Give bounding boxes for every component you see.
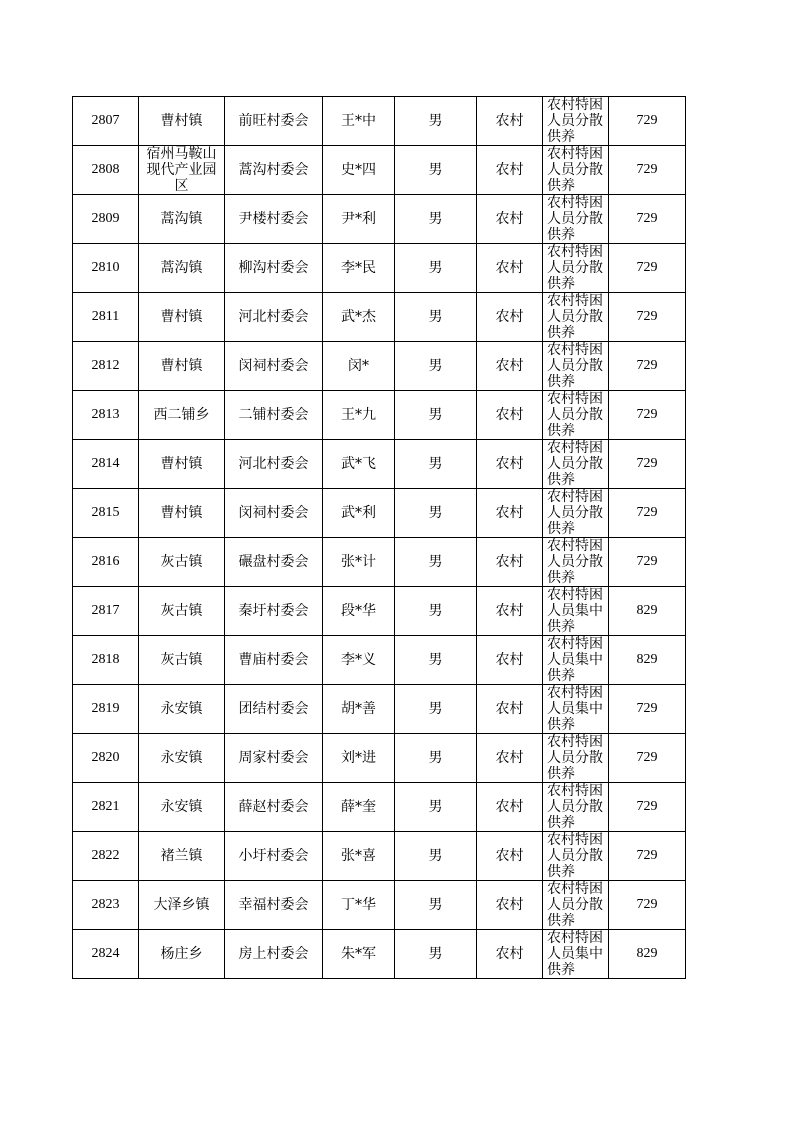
cell-gender: 男 [395, 783, 477, 832]
cell-gender: 男 [395, 636, 477, 685]
cell-area: 农村 [477, 440, 543, 489]
cell-amount: 729 [609, 391, 686, 440]
cell-name: 刘*进 [323, 734, 395, 783]
cell-area: 农村 [477, 587, 543, 636]
cell-village: 前旺村委会 [225, 97, 323, 146]
cell-amount: 829 [609, 930, 686, 979]
cell-town-text: 曹村镇 [160, 456, 203, 472]
cell-village: 幸福村委会 [225, 881, 323, 930]
cell-id: 2814 [73, 440, 139, 489]
cell-town-text: 大泽乡镇 [153, 897, 210, 913]
cell-area: 农村 [477, 342, 543, 391]
cell-amount: 729 [609, 538, 686, 587]
cell-area: 农村 [477, 538, 543, 587]
cell-support-type-text: 农村特困人员分散供养 [547, 832, 603, 880]
cell-town-text: 永安镇 [160, 701, 203, 717]
cell-town [139, 685, 225, 734]
cell-town-text: 曹村镇 [160, 113, 203, 129]
cell-support-type-text: 农村特困人员分散供养 [547, 489, 603, 537]
cell-town-text: 曹村镇 [160, 309, 203, 325]
table-row [73, 783, 686, 832]
cell-id: 2808 [73, 146, 139, 195]
cell-village: 尹楼村委会 [225, 195, 323, 244]
cell-town [139, 489, 225, 538]
cell-town [139, 146, 225, 195]
cell-amount: 729 [609, 97, 686, 146]
cell-support-type-text: 农村特困人员分散供养 [547, 391, 603, 439]
cell-amount: 729 [609, 832, 686, 881]
cell-town [139, 391, 225, 440]
table-row [73, 538, 686, 587]
cell-town [139, 783, 225, 832]
cell-gender: 男 [395, 832, 477, 881]
cell-gender: 男 [395, 244, 477, 293]
cell-support-type-text: 农村特困人员分散供养 [547, 244, 603, 292]
cell-id: 2817 [73, 587, 139, 636]
cell-gender: 男 [395, 538, 477, 587]
cell-village: 周家村委会 [225, 734, 323, 783]
cell-village: 曹庙村委会 [225, 636, 323, 685]
cell-id: 2809 [73, 195, 139, 244]
cell-town [139, 636, 225, 685]
cell-town-text: 灰古镇 [160, 652, 203, 668]
cell-town [139, 195, 225, 244]
cell-amount: 729 [609, 734, 686, 783]
cell-support-type-text: 农村特困人员集中供养 [547, 636, 603, 684]
cell-town-text: 灰古镇 [160, 554, 203, 570]
cell-town-text: 曹村镇 [160, 358, 203, 374]
cell-town [139, 342, 225, 391]
cell-name: 胡*善 [323, 685, 395, 734]
cell-village: 薛赵村委会 [225, 783, 323, 832]
cell-amount: 829 [609, 636, 686, 685]
cell-support-type [543, 97, 609, 146]
cell-town [139, 734, 225, 783]
cell-id: 2813 [73, 391, 139, 440]
cell-support-type [543, 587, 609, 636]
table-row [73, 195, 686, 244]
cell-area: 农村 [477, 489, 543, 538]
cell-support-type-text: 农村特困人员集中供养 [547, 930, 603, 978]
cell-town-text: 永安镇 [160, 750, 203, 766]
cell-town-text: 蒿沟镇 [160, 211, 203, 227]
cell-village: 秦圩村委会 [225, 587, 323, 636]
cell-area: 农村 [477, 293, 543, 342]
cell-id: 2823 [73, 881, 139, 930]
cell-support-type [543, 685, 609, 734]
cell-amount: 729 [609, 293, 686, 342]
cell-name: 武*杰 [323, 293, 395, 342]
cell-gender: 男 [395, 489, 477, 538]
records-table [72, 96, 686, 979]
cell-gender: 男 [395, 146, 477, 195]
cell-town-text: 蒿沟镇 [160, 260, 203, 276]
cell-village: 河北村委会 [225, 440, 323, 489]
cell-id: 2818 [73, 636, 139, 685]
cell-amount: 729 [609, 881, 686, 930]
cell-amount: 729 [609, 244, 686, 293]
cell-gender: 男 [395, 930, 477, 979]
cell-village: 柳沟村委会 [225, 244, 323, 293]
cell-support-type [543, 391, 609, 440]
cell-id: 2819 [73, 685, 139, 734]
cell-support-type-text: 农村特困人员分散供养 [547, 440, 603, 488]
cell-town [139, 881, 225, 930]
cell-gender: 男 [395, 342, 477, 391]
cell-town [139, 440, 225, 489]
cell-town-text: 褚兰镇 [160, 848, 203, 864]
cell-area: 农村 [477, 783, 543, 832]
table-body [73, 97, 686, 979]
cell-town-text: 杨庄乡 [160, 946, 203, 962]
cell-name: 武*利 [323, 489, 395, 538]
table-row [73, 440, 686, 489]
cell-amount: 729 [609, 342, 686, 391]
cell-village: 蒿沟村委会 [225, 146, 323, 195]
cell-support-type-text: 农村特困人员分散供养 [547, 342, 603, 390]
cell-town-text: 宿州马鞍山现代产业园区 [146, 146, 217, 194]
cell-name: 王*中 [323, 97, 395, 146]
table-row [73, 685, 686, 734]
table-row [73, 636, 686, 685]
cell-area: 农村 [477, 391, 543, 440]
cell-id: 2821 [73, 783, 139, 832]
cell-support-type [543, 734, 609, 783]
cell-area: 农村 [477, 734, 543, 783]
cell-gender: 男 [395, 734, 477, 783]
cell-name: 武*飞 [323, 440, 395, 489]
cell-village: 闵祠村委会 [225, 489, 323, 538]
cell-support-type [543, 342, 609, 391]
cell-area: 农村 [477, 832, 543, 881]
cell-town [139, 587, 225, 636]
cell-area: 农村 [477, 881, 543, 930]
cell-village: 河北村委会 [225, 293, 323, 342]
cell-area: 农村 [477, 636, 543, 685]
cell-id: 2824 [73, 930, 139, 979]
cell-support-type [543, 440, 609, 489]
cell-support-type [543, 146, 609, 195]
cell-area: 农村 [477, 195, 543, 244]
cell-name: 薛*奎 [323, 783, 395, 832]
cell-amount: 729 [609, 440, 686, 489]
cell-support-type-text: 农村特困人员分散供养 [547, 97, 603, 145]
cell-name: 尹*利 [323, 195, 395, 244]
cell-support-type [543, 783, 609, 832]
cell-id: 2812 [73, 342, 139, 391]
table-row [73, 244, 686, 293]
cell-town-text: 曹村镇 [160, 505, 203, 521]
cell-village: 二铺村委会 [225, 391, 323, 440]
cell-support-type [543, 636, 609, 685]
table-row [73, 734, 686, 783]
table-row [73, 293, 686, 342]
cell-support-type [543, 489, 609, 538]
cell-support-type [543, 293, 609, 342]
cell-gender: 男 [395, 881, 477, 930]
table-row [73, 391, 686, 440]
cell-town [139, 930, 225, 979]
cell-village: 碾盘村委会 [225, 538, 323, 587]
cell-support-type-text: 农村特困人员分散供养 [547, 881, 603, 929]
cell-support-type-text: 农村特困人员集中供养 [547, 587, 603, 635]
cell-id: 2815 [73, 489, 139, 538]
cell-name: 李*民 [323, 244, 395, 293]
table-row [73, 342, 686, 391]
cell-town [139, 538, 225, 587]
cell-town-text: 灰古镇 [160, 603, 203, 619]
table-row [73, 97, 686, 146]
cell-id: 2820 [73, 734, 139, 783]
cell-id: 2810 [73, 244, 139, 293]
cell-name: 段*华 [323, 587, 395, 636]
cell-name: 史*四 [323, 146, 395, 195]
cell-name: 张*喜 [323, 832, 395, 881]
cell-id: 2822 [73, 832, 139, 881]
cell-amount: 729 [609, 783, 686, 832]
cell-amount: 729 [609, 146, 686, 195]
cell-name: 丁*华 [323, 881, 395, 930]
cell-area: 农村 [477, 146, 543, 195]
cell-support-type-text: 农村特困人员分散供养 [547, 734, 603, 782]
cell-support-type [543, 244, 609, 293]
cell-support-type [543, 538, 609, 587]
cell-amount: 729 [609, 685, 686, 734]
cell-town [139, 244, 225, 293]
cell-support-type-text: 农村特困人员分散供养 [547, 538, 603, 586]
cell-amount: 729 [609, 195, 686, 244]
cell-gender: 男 [395, 293, 477, 342]
table-row [73, 587, 686, 636]
cell-id: 2811 [73, 293, 139, 342]
cell-area: 农村 [477, 244, 543, 293]
cell-support-type [543, 930, 609, 979]
cell-village: 团结村委会 [225, 685, 323, 734]
cell-support-type-text: 农村特困人员分散供养 [547, 783, 603, 831]
cell-name: 朱*军 [323, 930, 395, 979]
cell-town-text: 永安镇 [160, 799, 203, 815]
cell-gender: 男 [395, 440, 477, 489]
table-row [73, 881, 686, 930]
cell-name: 王*九 [323, 391, 395, 440]
cell-support-type-text: 农村特困人员分散供养 [547, 293, 603, 341]
cell-village: 闵祠村委会 [225, 342, 323, 391]
table-row [73, 146, 686, 195]
cell-gender: 男 [395, 685, 477, 734]
cell-amount: 729 [609, 489, 686, 538]
cell-area: 农村 [477, 97, 543, 146]
cell-town-text: 西二铺乡 [153, 407, 210, 423]
cell-area: 农村 [477, 685, 543, 734]
cell-support-type-text: 农村特困人员分散供养 [547, 195, 603, 243]
cell-gender: 男 [395, 587, 477, 636]
cell-gender: 男 [395, 391, 477, 440]
cell-id: 2816 [73, 538, 139, 587]
cell-name: 闵* [323, 342, 395, 391]
cell-support-type [543, 881, 609, 930]
table-row [73, 832, 686, 881]
cell-gender: 男 [395, 97, 477, 146]
cell-support-type-text: 农村特困人员集中供养 [547, 685, 603, 733]
cell-support-type [543, 195, 609, 244]
table-row [73, 930, 686, 979]
cell-town [139, 832, 225, 881]
cell-gender: 男 [395, 195, 477, 244]
cell-name: 李*义 [323, 636, 395, 685]
cell-support-type-text: 农村特困人员分散供养 [547, 146, 603, 194]
cell-town [139, 293, 225, 342]
table-row [73, 489, 686, 538]
cell-village: 小圩村委会 [225, 832, 323, 881]
cell-name: 张*计 [323, 538, 395, 587]
cell-area: 农村 [477, 930, 543, 979]
cell-support-type [543, 832, 609, 881]
cell-town [139, 97, 225, 146]
cell-amount: 829 [609, 587, 686, 636]
cell-village: 房上村委会 [225, 930, 323, 979]
cell-id: 2807 [73, 97, 139, 146]
